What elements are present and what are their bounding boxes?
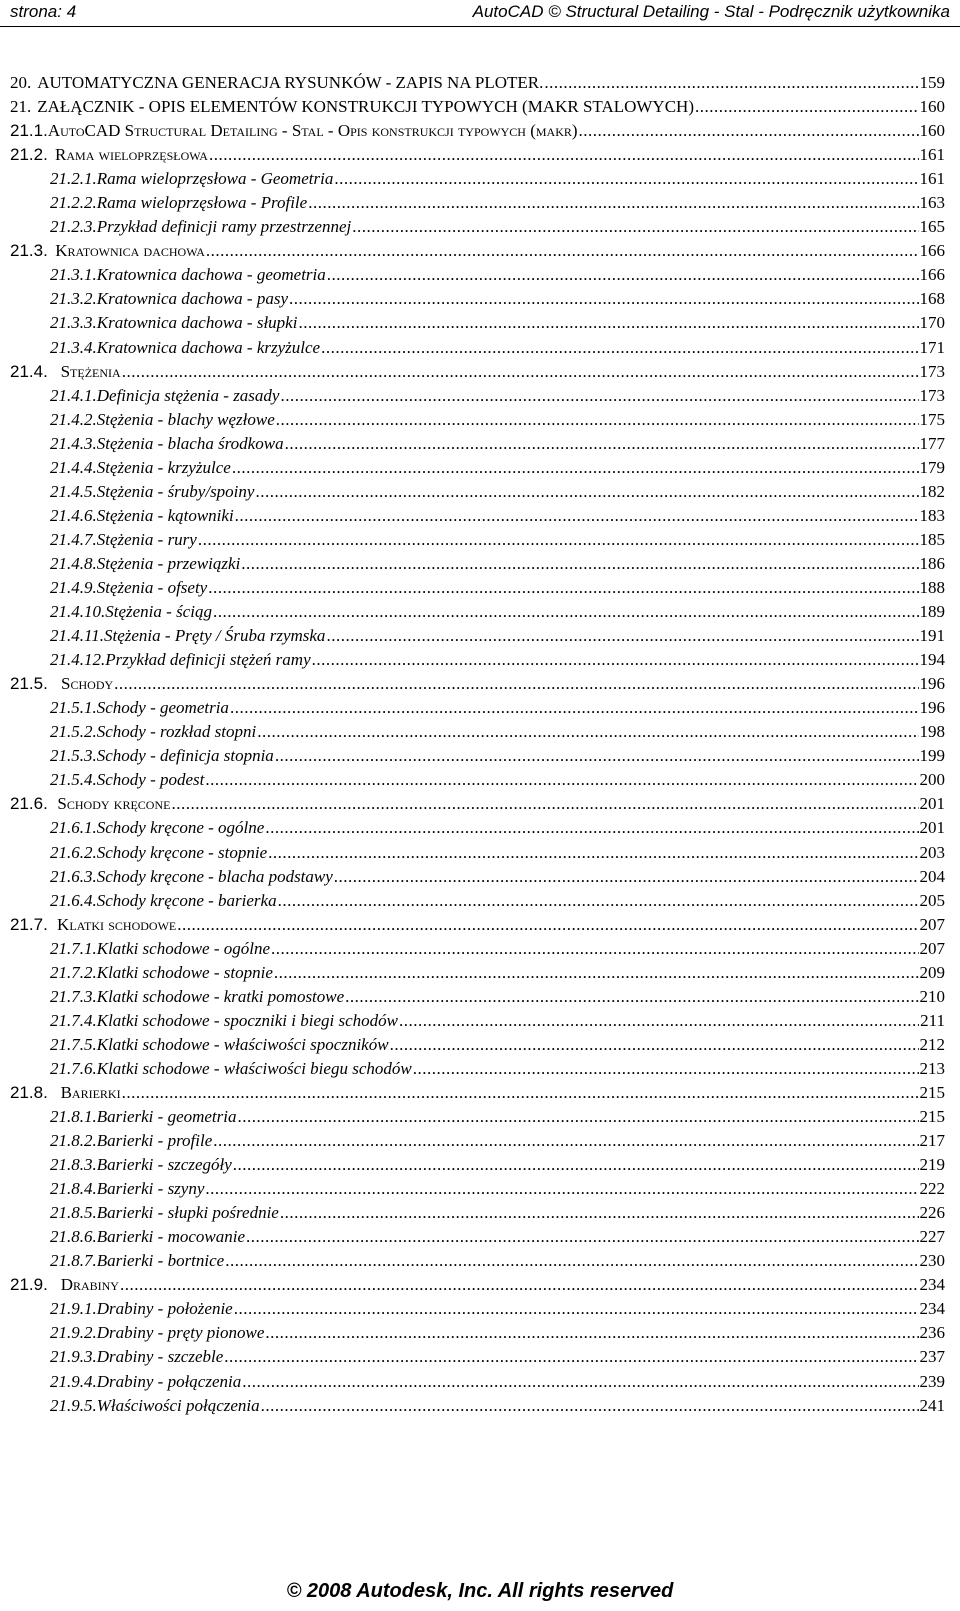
toc-entry[interactable] — [10, 1178, 945, 1200]
toc-entry-page: 213 — [919, 1058, 945, 1078]
toc-entry-number: 21.9.5. — [50, 1395, 97, 1415]
toc-leader-dots — [271, 938, 918, 960]
toc-entry-page: 173 — [919, 385, 945, 405]
toc-leader-dots — [241, 553, 918, 575]
toc-entry-title: Właściwości połączenia — [96, 1395, 260, 1415]
toc-entry-title: Kratownica dachowa - pasy — [96, 289, 288, 309]
toc-entry-number: 21.9.3. — [50, 1347, 97, 1367]
toc-entry-page: 183 — [919, 505, 945, 525]
toc-leader-dots — [265, 817, 918, 839]
toc-leader-dots — [171, 793, 918, 815]
toc-leader-dots — [326, 625, 918, 647]
toc-entry-title: Stężenia - krzyżulce — [96, 457, 231, 477]
toc-leader-dots — [238, 1106, 919, 1128]
toc-entry-number: 21.3.4. — [50, 337, 97, 357]
toc-entry-title: Klatki schodowe - właściwości biegu schodów — [96, 1058, 412, 1078]
toc-leader-dots — [213, 1130, 918, 1152]
toc-leader-dots — [261, 1395, 919, 1417]
toc-entry[interactable] — [10, 168, 945, 190]
toc-leader-dots — [225, 1250, 918, 1272]
toc-entry-page: 161 — [919, 145, 945, 165]
toc-entry-title: Schody kręcone - ogólne — [96, 818, 265, 838]
toc-entry-number: 21.7.3. — [50, 986, 97, 1006]
toc-entry-number: 21.4. — [10, 361, 48, 381]
toc-entry-number: 21.3.1. — [50, 265, 97, 285]
toc-entry-number: 21.9. — [10, 1275, 48, 1295]
toc-entry-page: 166 — [919, 241, 945, 261]
toc-entry-number: 21.8. — [10, 1082, 48, 1102]
toc-entry-page: 219 — [919, 1155, 945, 1175]
toc-entry-number: 21.7.1. — [50, 938, 97, 958]
toc-entry-page: 168 — [919, 289, 945, 309]
toc-entry-title: Barierki - słupki pośrednie — [96, 1203, 279, 1223]
toc-entry-page: 203 — [919, 842, 945, 862]
toc-entry-title: Klatki schodowe - spoczniki i biegi schodów — [96, 1010, 398, 1030]
toc-entry[interactable] — [10, 673, 945, 695]
toc-entry-number: 21.4.8. — [50, 553, 97, 573]
toc-entry-page: 160 — [919, 121, 945, 141]
toc-leader-dots — [399, 1010, 919, 1032]
toc-entry-page: 227 — [919, 1227, 945, 1247]
toc-entry[interactable] — [10, 817, 945, 839]
toc-entry-title: Barierki - profile — [96, 1131, 213, 1151]
toc-entry-title: Schody — [61, 674, 114, 694]
toc-entry-number: 21.2. — [10, 145, 48, 165]
toc-entry-title: Stężenia — [60, 361, 121, 381]
toc-entry-page: 237 — [919, 1347, 945, 1367]
toc-leader-dots — [209, 144, 919, 166]
toc-entry-page: 241 — [919, 1395, 945, 1415]
toc-entry[interactable] — [10, 216, 945, 238]
toc-entry[interactable] — [10, 914, 945, 936]
toc-entry-number: 21.9.4. — [50, 1371, 97, 1391]
toc-entry-number: 21.7.2. — [50, 962, 97, 982]
toc-entry-number: 21.4.9. — [50, 577, 97, 597]
toc-entry[interactable] — [10, 577, 945, 599]
toc-leader-dots — [280, 385, 918, 407]
toc-entry-page: 234 — [919, 1275, 945, 1295]
toc-leader-dots — [114, 673, 918, 695]
toc-entry-title: Schody - definicja stopnia — [96, 746, 274, 766]
toc-entry[interactable] — [10, 745, 945, 767]
toc-entry[interactable] — [10, 649, 945, 671]
toc-entry[interactable] — [10, 553, 945, 575]
toc-entry-number: 21.2.2. — [50, 193, 97, 213]
toc-entry-page: 196 — [919, 698, 945, 718]
toc-leader-dots — [352, 216, 918, 238]
toc-entry[interactable] — [10, 1250, 945, 1272]
toc-entry-page: 188 — [919, 577, 945, 597]
toc-entry[interactable] — [10, 240, 945, 262]
toc-entry-number: 21.4.12. — [50, 650, 106, 670]
toc-entry-page: 199 — [919, 746, 945, 766]
toc-entry-number: 21.3.2. — [50, 289, 97, 309]
toc-entry-page: 207 — [919, 914, 945, 934]
toc-leader-dots — [321, 337, 918, 359]
toc-entry-number: 21.9.2. — [50, 1323, 97, 1343]
toc-entry-title: ZAŁĄCZNIK - OPIS ELEMENTÓW KONSTRUKCJI TYPOWYCH (MAKR STALOWYCH) — [37, 97, 694, 117]
toc-entry-page: 191 — [919, 626, 945, 646]
toc-leader-dots — [268, 842, 918, 864]
toc-entry-number: 21.1. — [10, 121, 48, 141]
toc-entry[interactable] — [10, 120, 945, 142]
toc-entry-page: 159 — [919, 73, 945, 92]
toc-leader-dots — [224, 1346, 918, 1368]
toc-entry-page: 209 — [919, 962, 945, 982]
toc-entry[interactable] — [10, 1322, 945, 1344]
toc-entry-page: 212 — [919, 1034, 945, 1054]
toc-entry[interactable] — [10, 1202, 945, 1224]
toc-leader-dots — [120, 1274, 919, 1296]
toc-entry[interactable] — [10, 385, 945, 407]
toc-leader-dots — [122, 361, 919, 383]
toc-entry[interactable] — [10, 938, 945, 960]
toc-entry-number: 21.4.5. — [50, 481, 97, 501]
toc-entry-title: Barierki - szczegóły — [96, 1155, 232, 1175]
toc-leader-dots — [213, 601, 919, 623]
toc-entry-page: 161 — [919, 169, 945, 189]
toc-entry-page: 217 — [919, 1131, 945, 1151]
toc-entry-number: 21.2.1. — [50, 169, 97, 189]
toc-entry[interactable] — [10, 986, 945, 1008]
toc-entry[interactable] — [10, 1130, 945, 1152]
toc-entry[interactable] — [10, 192, 945, 214]
toc-leader-dots — [298, 312, 918, 334]
toc-entry-title: Klatki schodowe - kratki pomostowe — [96, 986, 345, 1006]
toc-entry-number: 21.5.3. — [50, 746, 97, 766]
toc-entry[interactable] — [10, 1274, 945, 1296]
toc-entry-page: 179 — [919, 457, 945, 477]
toc-entry-page: 165 — [919, 217, 945, 237]
toc-entry-number: 21.8.7. — [50, 1251, 97, 1271]
toc-entry-title: Schody kręcone - stopnie — [96, 842, 268, 862]
toc-leader-dots — [390, 1034, 919, 1056]
toc-leader-dots — [289, 288, 919, 310]
toc-entry-title: Schody kręcone — [57, 794, 171, 814]
book-title: AutoCAD © Structural Detailing - Stal - Podręcznik użytkownika — [472, 2, 950, 21]
toc-entry[interactable] — [10, 1226, 945, 1248]
toc-entry-title: Kratownica dachowa - geometria — [96, 265, 326, 285]
toc-entry[interactable] — [10, 288, 945, 310]
toc-entry-number: 21.4.10. — [50, 602, 106, 622]
toc-entry[interactable] — [10, 361, 945, 383]
toc-entry-title: Schody kręcone - blacha podstawy — [96, 866, 333, 886]
toc-entry[interactable] — [10, 1154, 945, 1176]
toc-entry-page: 210 — [919, 986, 945, 1006]
toc-entry-title: Drabiny — [60, 1275, 119, 1295]
toc-leader-dots — [413, 1058, 919, 1080]
toc-leader-dots — [205, 1178, 918, 1200]
toc-entry-number: 21.3.3. — [50, 313, 97, 333]
toc-entry-title: Stężenia - śruby/spoiny — [96, 481, 255, 501]
toc-entry[interactable] — [10, 409, 945, 431]
toc-leader-dots — [308, 192, 918, 214]
toc-entry[interactable] — [10, 625, 945, 647]
toc-entry-number: 21.6.2. — [50, 842, 97, 862]
toc-entry-page: 177 — [919, 433, 945, 453]
toc-entry-page: 189 — [919, 602, 945, 622]
toc-leader-dots — [579, 120, 919, 142]
toc-entry[interactable] — [10, 481, 945, 503]
toc-entry-title: Definicja stężenia - zasady — [96, 385, 280, 405]
toc-entry-page: 198 — [919, 722, 945, 742]
toc-entry[interactable] — [10, 1395, 945, 1417]
toc-entry-title: Stężenia - ofsety — [96, 577, 208, 597]
toc-leader-dots — [233, 1154, 919, 1176]
toc-entry[interactable] — [10, 1371, 945, 1393]
toc-leader-dots — [232, 457, 919, 479]
toc-entry-title: Schody - rozkład stopni — [96, 722, 257, 742]
toc-entry-number: 21.5.4. — [50, 770, 97, 790]
toc-entry-page: 201 — [919, 818, 945, 838]
toc-entry-number: 21.4.7. — [50, 529, 97, 549]
toc-leader-dots — [235, 505, 919, 527]
toc-entry-page: 201 — [919, 794, 945, 814]
toc-leader-dots — [312, 649, 919, 671]
toc-entry-page: 207 — [919, 938, 945, 958]
toc-leader-dots — [206, 240, 919, 262]
toc-entry-title: Przykład definicji stężeń ramy — [105, 650, 311, 670]
toc-entry-number: 21.7.6. — [50, 1058, 97, 1078]
toc-entry[interactable] — [10, 264, 945, 286]
toc-entry-number: 21.3. — [10, 241, 48, 261]
toc-entry-title: Kratownica dachowa - słupki — [96, 313, 298, 333]
toc-entry-title: Klatki schodowe — [57, 914, 177, 934]
toc-entry-number: 21.4.2. — [50, 409, 97, 429]
toc-entry-page: 182 — [919, 481, 945, 501]
toc-entry-title: Klatki schodowe - stopnie — [96, 962, 273, 982]
toc-entry-number: 21.7. — [10, 914, 48, 934]
toc-entry-page: 173 — [919, 361, 945, 381]
toc-entry[interactable] — [10, 793, 945, 815]
toc-entry-number: 21.7.4. — [50, 1010, 97, 1030]
toc-entry-number: 20. — [10, 73, 32, 92]
toc-entry-title: Stężenia - blacha środkowa — [96, 433, 284, 453]
toc-entry-page: 186 — [919, 553, 945, 573]
page-header — [0, 0, 960, 27]
toc-entry-number: 21.6.3. — [50, 866, 97, 886]
toc-entry-page: 196 — [919, 674, 945, 694]
toc-entry[interactable] — [10, 529, 945, 551]
toc-entry[interactable] — [10, 1298, 945, 1320]
toc-entry-title: Stężenia - przewiązki — [96, 553, 241, 573]
toc-entry[interactable] — [10, 842, 945, 864]
toc-leader-dots — [198, 529, 919, 551]
toc-entry-title: Klatki schodowe - ogólne — [96, 938, 271, 958]
toc-entry-number: 21.8.6. — [50, 1227, 97, 1247]
toc-entry-title: Drabiny - połączenia — [96, 1371, 242, 1391]
toc-entry[interactable] — [10, 890, 945, 912]
toc-leader-dots — [255, 481, 918, 503]
toc-entry-title: Stężenia - kątowniki — [96, 505, 234, 525]
toc-entry-page: 171 — [919, 337, 945, 357]
toc-entry-page: 226 — [919, 1203, 945, 1223]
toc-entry-number: 21.9.1. — [50, 1299, 97, 1319]
toc-entry-title: Drabiny - szczeble — [96, 1347, 224, 1367]
toc-entry-title: Stężenia - blachy węzłowe — [96, 409, 275, 429]
toc-entry-number: 21.4.11. — [50, 626, 104, 646]
toc-entry-number: 21.6. — [10, 794, 48, 814]
toc-entry[interactable] — [10, 866, 945, 888]
toc-entry-number: 21.4.1. — [50, 385, 97, 405]
toc-entry-number: 21.6.1. — [50, 818, 97, 838]
toc-entry-number: 21.8.2. — [50, 1131, 97, 1151]
toc-leader-dots — [177, 914, 918, 936]
toc-leader-dots — [334, 866, 919, 888]
toc-entry-title: Stężenia - ściąg — [105, 602, 212, 622]
toc-entry[interactable] — [10, 697, 945, 719]
toc-entry-number: 21.7.5. — [50, 1034, 97, 1054]
toc-entry-page: 236 — [919, 1323, 945, 1343]
toc-leader-dots — [345, 986, 918, 1008]
toc-leader-dots — [234, 1298, 919, 1320]
toc-entry[interactable] — [10, 721, 945, 743]
toc-entry-title: Rama wieloprzęsłowa - Geometria — [96, 169, 334, 189]
toc-leader-dots — [205, 769, 918, 791]
toc-leader-dots — [122, 1082, 919, 1104]
toc-entry-number: 21.4.4. — [50, 457, 97, 477]
toc-entry-title: Barierki - geometria — [96, 1107, 237, 1127]
page-number-label: strona: 4 — [10, 2, 77, 21]
toc-entry[interactable] — [10, 72, 945, 94]
toc-entry-page: 222 — [919, 1179, 945, 1199]
toc-entry-number: 21.8.4. — [50, 1179, 97, 1199]
toc-entry[interactable] — [10, 1082, 945, 1104]
toc-entry-page: 230 — [919, 1251, 945, 1271]
toc-leader-dots — [334, 168, 918, 190]
copyright-footer: © 2008 Autodesk, Inc. All rights reserved — [286, 1580, 674, 1602]
toc-entry-page: 175 — [919, 409, 945, 429]
table-of-contents — [10, 72, 945, 1419]
toc-entry[interactable] — [10, 1346, 945, 1368]
toc-entry-page: 200 — [919, 770, 945, 790]
toc-entry[interactable] — [10, 96, 945, 118]
toc-entry-title: Barierki - mocowanie — [96, 1227, 245, 1247]
toc-entry[interactable] — [10, 1034, 945, 1056]
toc-entry-page: 205 — [919, 890, 945, 910]
toc-leader-dots — [276, 409, 919, 431]
toc-entry-page: 160 — [919, 97, 945, 117]
toc-entry-page: 239 — [919, 1371, 945, 1391]
toc-entry-title: AUTOMATYCZNA GENERACJA RYSUNKÓW - ZAPIS NA PLOTER. — [37, 73, 544, 92]
toc-entry-number: 21.5.1. — [50, 698, 97, 718]
toc-entry[interactable] — [10, 1106, 945, 1128]
toc-entry-number: 21.5.2. — [50, 722, 97, 742]
toc-leader-dots — [274, 962, 919, 984]
toc-leader-dots — [544, 72, 918, 94]
toc-entry-page: 215 — [919, 1107, 945, 1127]
toc-entry[interactable] — [10, 433, 945, 455]
toc-entry-page: 185 — [919, 529, 945, 549]
toc-leader-dots — [265, 1322, 918, 1344]
toc-leader-dots — [242, 1371, 918, 1393]
toc-entry-page: 170 — [919, 313, 945, 333]
toc-entry[interactable] — [10, 457, 945, 479]
toc-entry-title: Barierki — [60, 1082, 121, 1102]
toc-entry-title: Schody - geometria — [96, 698, 229, 718]
toc-entry-title: Schody - podest — [96, 770, 205, 790]
toc-entry-title: Barierki - szyny — [96, 1179, 205, 1199]
toc-leader-dots — [257, 721, 918, 743]
toc-leader-dots — [280, 1202, 919, 1224]
toc-entry-title: Rama wieloprzęsłowa — [55, 145, 208, 165]
toc-entry-title: Stężenia - rury — [96, 529, 197, 549]
toc-entry[interactable] — [10, 144, 945, 166]
toc-entry-title: Schody kręcone - barierka — [96, 890, 277, 910]
toc-entry-title: Klatki schodowe - właściwości spoczników — [96, 1034, 389, 1054]
toc-entry-number: 21.4.6. — [50, 505, 97, 525]
toc-entry-page: 211 — [920, 1010, 945, 1030]
toc-entry-number: 21.6.4. — [50, 890, 97, 910]
toc-entry[interactable] — [10, 962, 945, 984]
toc-entry[interactable] — [10, 1058, 945, 1080]
toc-entry[interactable] — [10, 769, 945, 791]
toc-leader-dots — [278, 890, 919, 912]
toc-entry-number: 21. — [10, 97, 32, 117]
toc-entry[interactable] — [10, 337, 945, 359]
toc-entry[interactable] — [10, 1010, 945, 1032]
toc-entry-page: 215 — [919, 1082, 945, 1102]
toc-leader-dots — [208, 577, 918, 599]
toc-entry-page: 194 — [919, 650, 945, 670]
toc-entry-title: Stężenia - Pręty / Śruba rzymska — [104, 626, 326, 646]
toc-entry-title: Rama wieloprzęsłowa - Profile — [96, 193, 308, 213]
toc-leader-dots — [230, 697, 919, 719]
toc-leader-dots — [327, 264, 919, 286]
toc-entry-number: 21.8.3. — [50, 1155, 97, 1175]
toc-entry-title: Drabiny - położenie — [96, 1299, 233, 1319]
toc-leader-dots — [285, 433, 919, 455]
toc-entry-title: Przykład definicji ramy przestrzennej — [96, 217, 352, 237]
toc-entry-title: AutoCAD Structural Detailing - Stal - Opis konstrukcji typowych (makr) — [47, 121, 578, 141]
toc-entry-title: Kratownica dachowa - krzyżulce — [96, 337, 321, 357]
toc-entry-page: 166 — [919, 265, 945, 285]
toc-entry[interactable] — [10, 601, 945, 623]
toc-entry-page: 204 — [919, 866, 945, 886]
toc-entry[interactable] — [10, 312, 945, 334]
toc-entry-title: Barierki - bortnice — [96, 1251, 225, 1271]
toc-leader-dots — [246, 1226, 919, 1248]
toc-entry-page: 163 — [919, 193, 945, 213]
toc-entry[interactable] — [10, 505, 945, 527]
toc-leader-dots — [275, 745, 919, 767]
toc-entry-number: 21.8.1. — [50, 1107, 97, 1127]
toc-entry-number: 21.8.5. — [50, 1203, 97, 1223]
toc-entry-page: 234 — [919, 1299, 945, 1319]
toc-entry-number: 21.4.3. — [50, 433, 97, 453]
toc-entry-title: Drabiny - pręty pionowe — [96, 1323, 265, 1343]
toc-entry-title: Kratownica dachowa — [55, 241, 205, 261]
toc-entry-number: 21.5. — [10, 674, 48, 694]
toc-entry-number: 21.2.3. — [50, 217, 97, 237]
toc-leader-dots — [695, 96, 919, 118]
